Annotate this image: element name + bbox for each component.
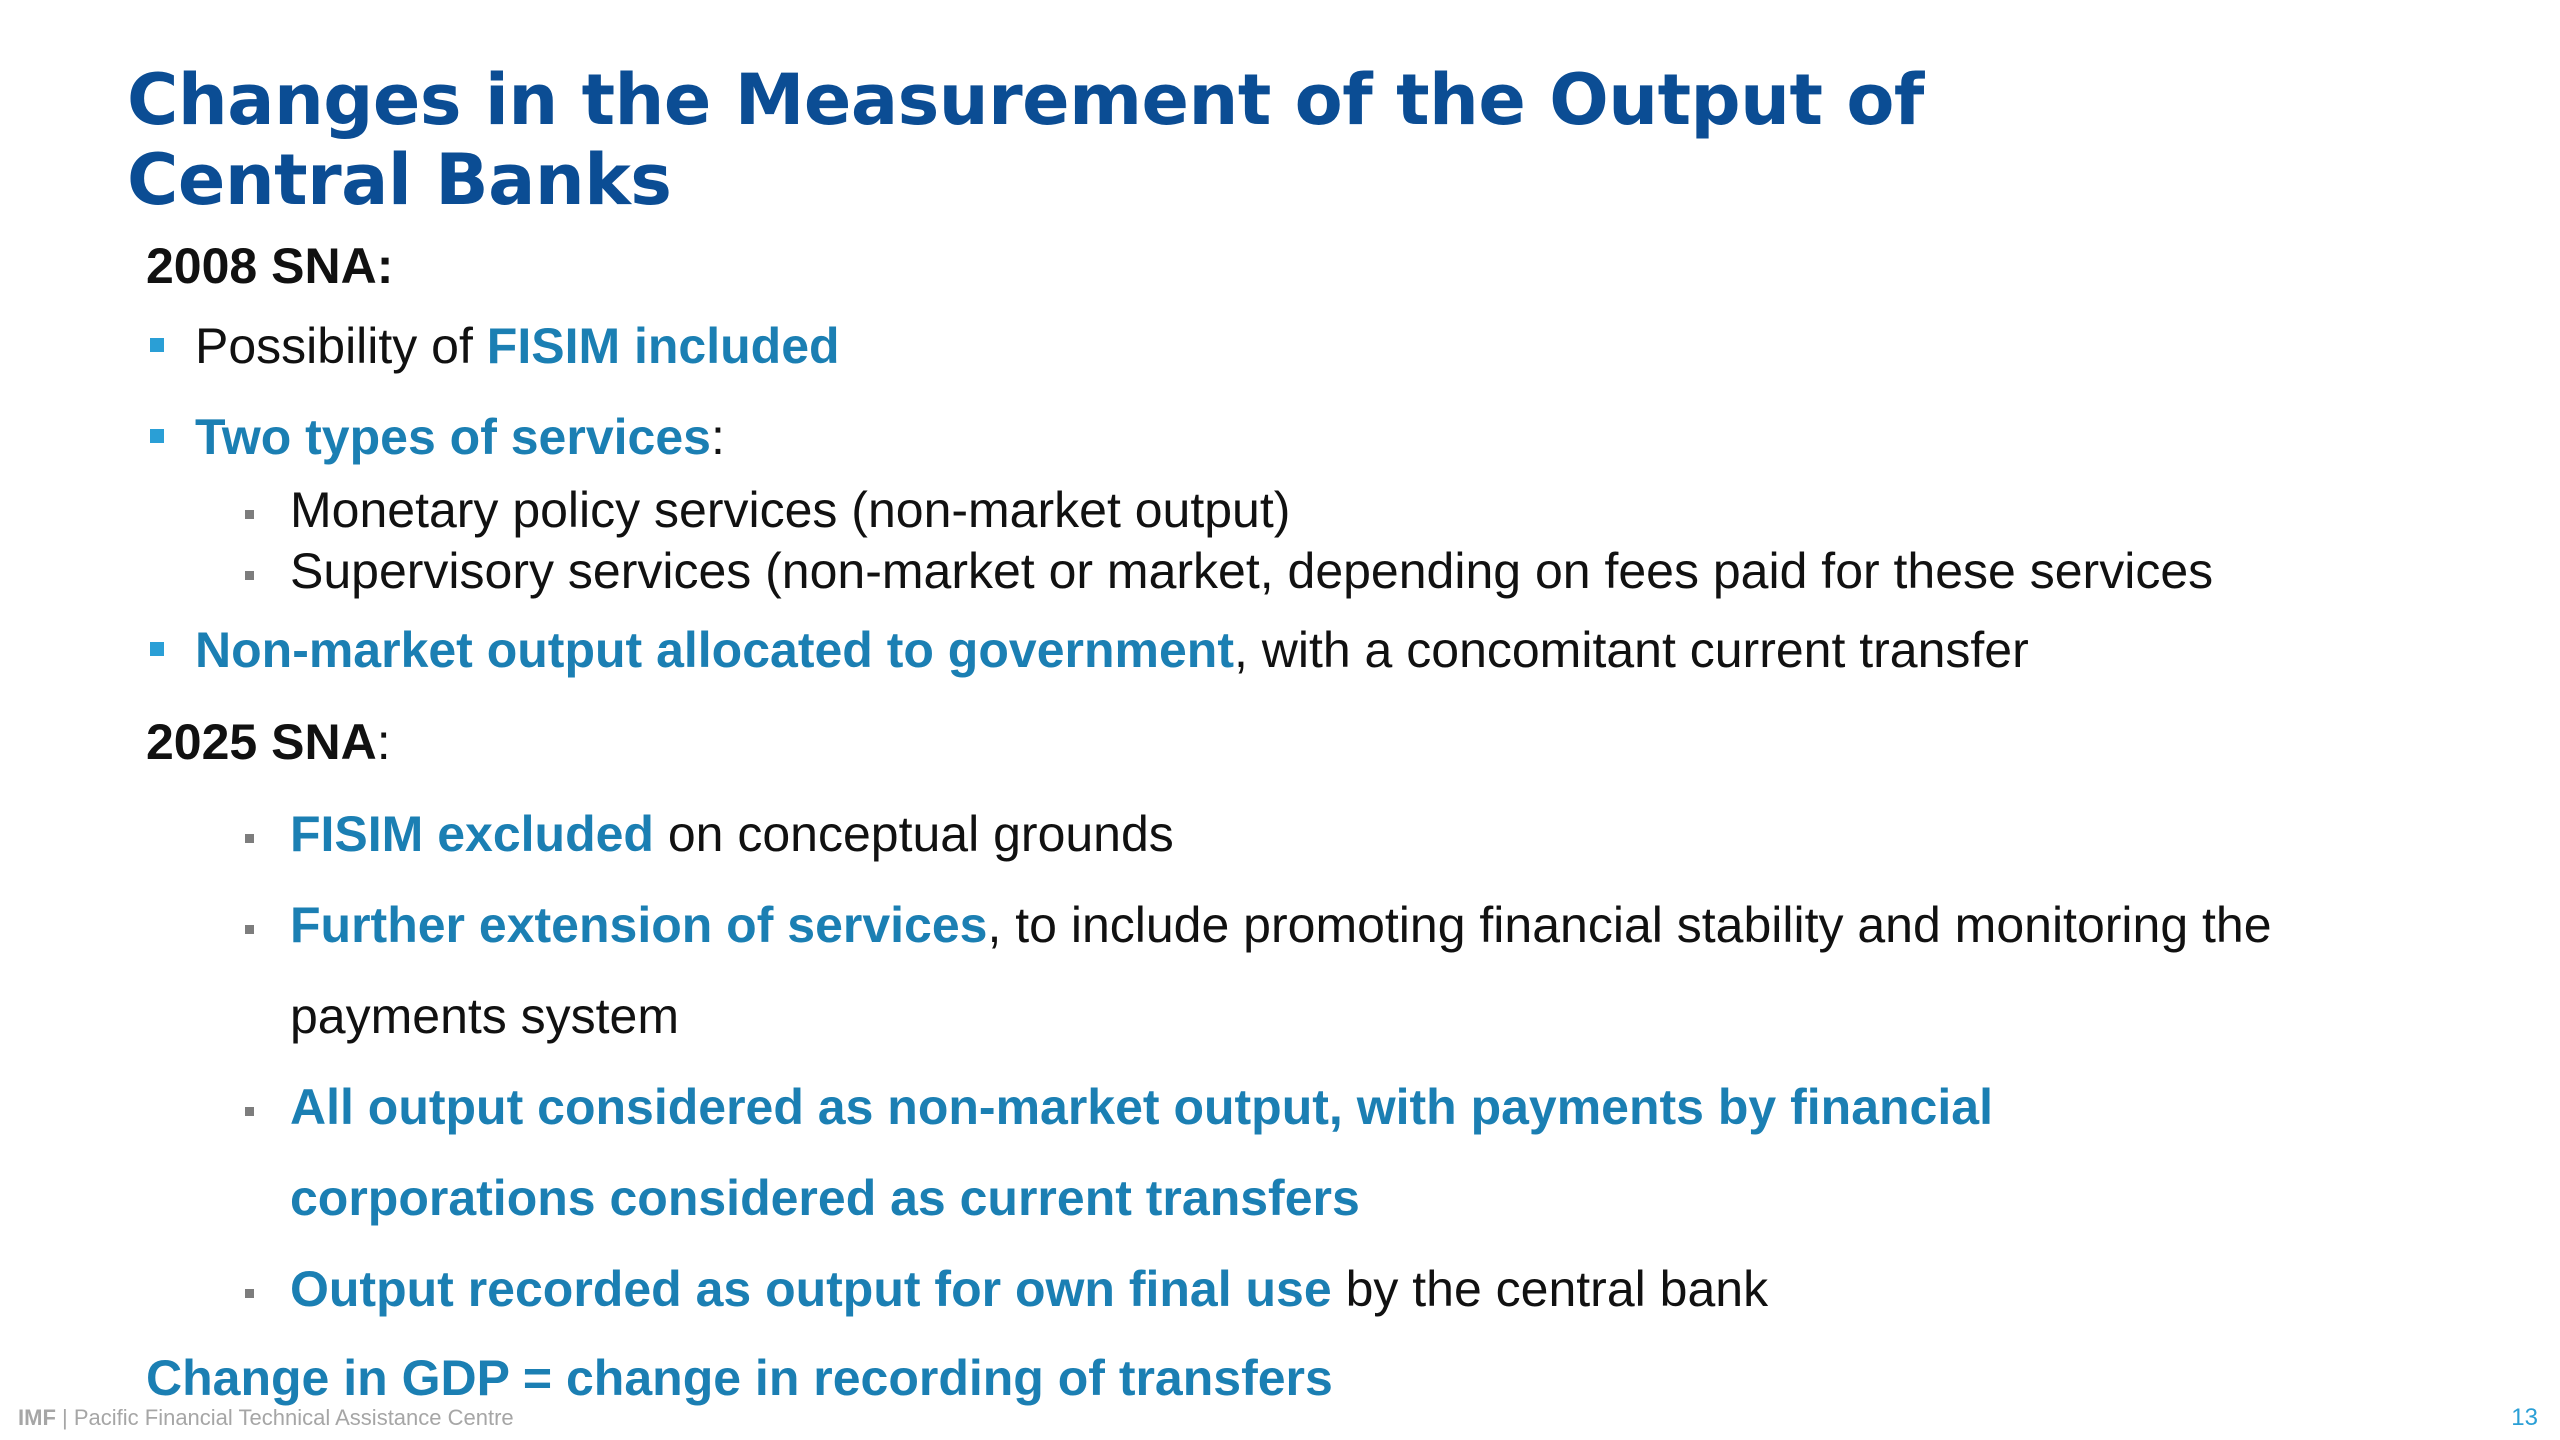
bullet-text: by the central bank	[1331, 1261, 1769, 1317]
bullet-two-types-of-services	[195, 407, 725, 467]
heading-text: 2025 SNA	[146, 714, 377, 770]
highlight-text: FISIM included	[486, 318, 840, 374]
small-square-bullet-icon	[245, 834, 254, 843]
highlight-text: Output recorded as output for own final use	[290, 1261, 1332, 1317]
highlight-text: Two types of services	[195, 409, 711, 465]
imf-logo-text: IMF	[18, 1405, 56, 1430]
sna-2008-heading: 2008 SNA:	[146, 238, 394, 294]
square-bullet-icon	[150, 642, 164, 656]
slide-title-line-1: Changes in the Measurement of the Output of	[127, 59, 1924, 141]
footer-separator: |	[55, 1405, 74, 1430]
bullet-text: :	[710, 409, 725, 465]
bullet-text: , with a concomitant current transfer	[1233, 622, 2029, 678]
sub-bullet-all-output-non-market-continued: corporations considered as current transfers	[290, 1170, 1360, 1226]
square-bullet-icon	[150, 429, 164, 443]
highlight-text: FISIM excluded	[290, 806, 654, 862]
bullet-fisim-included	[195, 316, 840, 376]
small-square-bullet-icon	[245, 571, 254, 580]
sub-bullet-fisim-excluded	[290, 804, 1174, 864]
bullet-non-market-output	[195, 620, 2029, 680]
bullet-text: Possibility of	[195, 318, 487, 374]
sna-2025-heading	[146, 712, 391, 772]
small-square-bullet-icon	[245, 925, 254, 934]
sub-bullet-all-output-non-market: All output considered as non-market output, with payments by financial	[290, 1079, 1993, 1135]
heading-colon: :	[376, 714, 391, 770]
highlight-text: Further extension of services	[290, 897, 988, 953]
small-square-bullet-icon	[245, 1107, 254, 1116]
page-number: 13	[2511, 1404, 2538, 1431]
slide-title-line-2: Central Banks	[127, 139, 672, 221]
small-square-bullet-icon	[245, 510, 254, 519]
sub-bullet-further-extension-continued: payments system	[290, 988, 680, 1044]
conclusion-statement: Change in GDP = change in recording of transfers	[146, 1350, 1333, 1406]
sub-bullet-monetary-policy: Monetary policy services (non-market output)	[290, 482, 1291, 538]
sub-bullet-supervisory: Supervisory services (non-market or market, depending on fees paid for these services	[290, 543, 2214, 599]
small-square-bullet-icon	[245, 1289, 254, 1298]
sub-bullet-output-own-final-use	[290, 1259, 1768, 1319]
footer	[18, 1405, 514, 1431]
highlight-text: Non-market output allocated to government	[195, 622, 1234, 678]
bullet-text: on conceptual grounds	[653, 806, 1174, 862]
bullet-text: , to include promoting financial stability and monitoring the	[987, 897, 2272, 953]
slide-title	[127, 60, 2327, 220]
square-bullet-icon	[150, 338, 164, 352]
sub-bullet-further-extension	[290, 895, 2272, 955]
footer-organization: Pacific Financial Technical Assistance Centre	[73, 1405, 514, 1430]
